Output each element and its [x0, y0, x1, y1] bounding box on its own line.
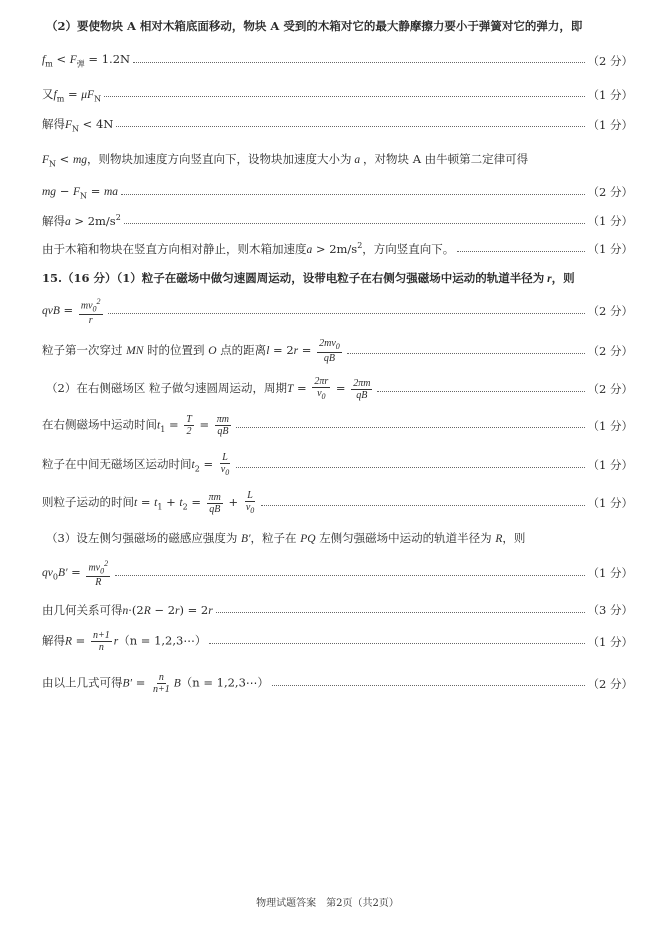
leader-dots	[236, 467, 584, 468]
formula: mg − $F_N$ = ma	[42, 184, 119, 201]
answer-line-14	[42, 602, 633, 618]
answer-line-10	[42, 414, 633, 437]
part2-explanation: $F_N$ < mg，则物块加速度方向竖直向下，设物块加速度大小为 a ，对物块 A 由牛顿第二定律可得	[42, 152, 529, 169]
leader-dots	[133, 62, 584, 63]
answer-line-6	[42, 241, 633, 257]
part2-intro: （2）要使物块 A 相对木箱底面移动，物块 A 受到的木箱对它的最大静摩擦力要小于弹簧对它的弹力，即	[46, 19, 583, 33]
score-label: （1 分）	[587, 458, 633, 472]
score-label: （1 分）	[587, 242, 633, 256]
answer-line-9	[42, 376, 633, 402]
answer-line-3	[42, 116, 633, 133]
score-label: （2 分）	[587, 344, 633, 358]
formula: 粒子第一次穿过 MN 时的位置到 O 点的距离l = 2r = $\frac{2mv_0}{qB}$	[42, 338, 340, 364]
leader-dots	[121, 194, 584, 195]
score-label: （2 分）	[587, 304, 633, 319]
formula: 由以上几式可得B′ = $\frac{n}{n+1}$ B（n = 1,2,3⋯）	[42, 672, 269, 695]
score-label: （1 分）	[587, 418, 633, 433]
formula: 则粒子运动的时间$t = t_1 + t_2$ = $\frac{\pi m}{qB}$ + $\frac{L}{v_0}$	[42, 490, 255, 515]
formula: 粒子在中间无磁场区运动时间$t_2$ = $\frac{L}{v_0}$	[42, 452, 230, 477]
leader-dots	[261, 505, 584, 506]
formula: qvB = $\frac{mv_0^2}{r}$	[42, 297, 101, 327]
answer-line-16	[42, 672, 633, 695]
formula: $f_m < F_弹 = 1.2N$	[42, 52, 131, 69]
score-label: （2 分）	[587, 53, 633, 68]
answer-line-4	[42, 184, 633, 200]
answer-line-15	[42, 630, 633, 653]
leader-dots	[115, 575, 584, 576]
leader-dots	[457, 251, 584, 252]
score-label: （1 分）	[587, 566, 633, 581]
formula: 解得R = $\frac{n+1}{n}$ r（n = 1,2,3⋯）	[42, 630, 207, 653]
answer-line-5	[42, 213, 633, 229]
part3-intro: （3）设左侧匀强磁场的磁感应强度为 B′，粒子在 PQ 左侧匀强磁场中运动的轨道半径为 R，则	[46, 531, 526, 545]
formula: 由于木箱和物块在竖直方向相对静止，则木箱加速度$a > 2m/s^2$，方向竖直向下。	[42, 241, 455, 256]
answer-line-11	[42, 452, 633, 478]
score-label: （2 分）	[587, 185, 633, 200]
leader-dots	[108, 313, 585, 314]
answer-line-7	[42, 296, 633, 326]
formula: 又$f_m = \mu F_N$	[42, 87, 102, 104]
leader-dots	[209, 643, 584, 644]
formula: $qv_0B'$ = $\frac{mv_0^2}{R}$	[42, 559, 109, 589]
answer-line-12	[42, 490, 633, 516]
score-label: （1 分）	[587, 117, 633, 132]
leader-dots	[104, 96, 584, 97]
leader-dots	[124, 223, 585, 224]
score-label: （2 分）	[587, 382, 633, 396]
answer-line-13	[42, 558, 633, 588]
score-label: （2 分）	[587, 676, 633, 691]
leader-dots	[377, 391, 584, 392]
leader-dots	[216, 612, 585, 613]
score-label: （3 分）	[587, 603, 633, 617]
score-label: （1 分）	[587, 496, 633, 510]
answer-line-2	[42, 86, 633, 103]
leader-dots	[347, 353, 585, 354]
question-15-intro: 15.（16 分）（1）粒子在磁场中做匀速圆周运动，设带电粒子在右侧匀强磁场中运动的轨道半径为 r，则	[42, 271, 575, 285]
leader-dots	[116, 126, 584, 127]
score-label: （1 分）	[587, 634, 633, 649]
formula: （2）在右侧磁场区 粒子做匀速圆周运动，周期T = $\frac{2\pi r}{v_0}$ = $\frac{2\pi m}{qB}$	[46, 376, 371, 401]
page-footer: 物理试题答案 第2页（共2页）	[256, 898, 399, 909]
formula: 在右侧磁场中运动时间$t_1$ = $\frac{T}{2}$ = $\frac{\pi m}{qB}$	[42, 414, 229, 437]
score-label: （1 分）	[587, 214, 633, 228]
leader-dots	[272, 685, 585, 686]
answer-line-8	[42, 338, 633, 364]
formula: 解得$F_N < 4N$	[42, 117, 114, 134]
answer-line-1	[42, 52, 633, 69]
formula: 解得$a > 2m/s^2$	[42, 213, 121, 228]
formula: 由几何关系可得n·(2R − 2r) = 2r	[42, 603, 213, 617]
score-label: （1 分）	[587, 87, 633, 102]
leader-dots	[236, 427, 585, 428]
